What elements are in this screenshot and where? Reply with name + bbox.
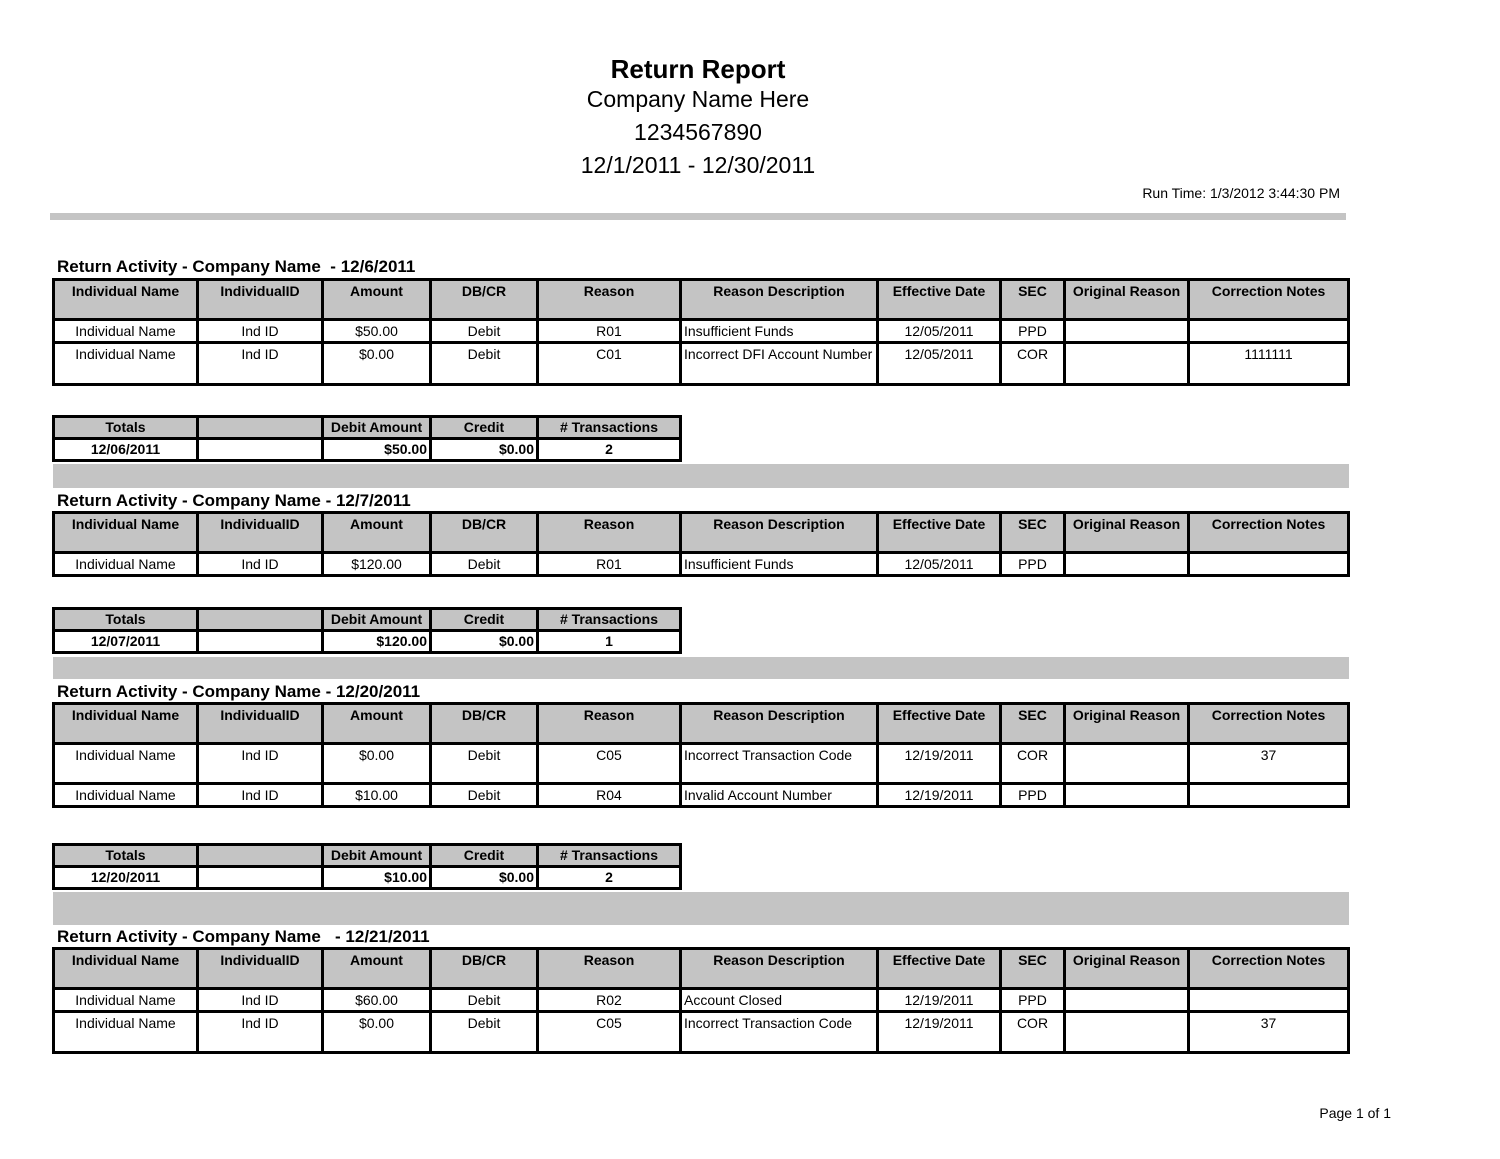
column-header: DB/CR [431, 704, 538, 744]
table-cell: 37 [1189, 744, 1349, 784]
column-header: IndividualID [198, 949, 323, 989]
table-row [54, 553, 1349, 576]
table-cell: $50.00 [323, 320, 431, 343]
table-cell: $120.00 [323, 553, 431, 576]
column-header: Individual Name [54, 949, 198, 989]
column-header: Correction Notes [1189, 949, 1349, 989]
table-row [54, 784, 1349, 807]
table-cell: Debit [431, 320, 538, 343]
column-header: IndividualID [198, 704, 323, 744]
company-name: Company Name Here [586, 86, 810, 112]
totals-column-header: Totals [54, 609, 198, 631]
totals-cell: $10.00 [323, 867, 431, 889]
table-cell: Ind ID [198, 343, 323, 385]
table-cell [1189, 989, 1349, 1012]
table-cell: Debit [431, 784, 538, 807]
table-cell [1065, 784, 1189, 807]
table-cell: 12/19/2011 [878, 784, 1001, 807]
column-header: Original Reason [1065, 513, 1189, 553]
totals-cell: $0.00 [431, 867, 538, 889]
table-cell: $0.00 [323, 343, 431, 385]
table-cell: Invalid Account Number [681, 784, 878, 807]
totals-cell: 12/07/2011 [54, 631, 198, 653]
run-time: Run Time: 1/3/2012 3:44:30 PM [1142, 185, 1340, 201]
table-row [54, 989, 1349, 1012]
table-cell: Individual Name [54, 320, 198, 343]
totals-table [52, 607, 682, 654]
table-cell: 12/05/2011 [878, 553, 1001, 576]
table-cell: C05 [538, 1012, 681, 1053]
return-activity-table [52, 278, 1350, 386]
table-cell: COR [1001, 1012, 1065, 1053]
column-header: Effective Date [878, 949, 1001, 989]
column-header: DB/CR [431, 280, 538, 320]
table-cell: $0.00 [323, 1012, 431, 1053]
table-cell [1065, 989, 1189, 1012]
table-cell: 37 [1189, 1012, 1349, 1053]
section-title: Return Activity - Company Name - 12/20/2011 [57, 682, 421, 701]
totals-cell: 12/06/2011 [54, 439, 198, 461]
section-separator [53, 464, 1349, 488]
table-cell: $10.00 [323, 784, 431, 807]
totals-column-header: Credit [431, 609, 538, 631]
column-header: Original Reason [1065, 949, 1189, 989]
table-row [54, 1012, 1349, 1053]
table-cell: R02 [538, 989, 681, 1012]
table-cell [1189, 553, 1349, 576]
table-cell: 12/19/2011 [878, 744, 1001, 784]
section-separator [53, 892, 1349, 925]
totals-column-header: # Transactions [538, 845, 681, 867]
totals-column-header: # Transactions [538, 609, 681, 631]
table-cell: Incorrect DFI Account Number [681, 343, 878, 385]
table-cell: $60.00 [323, 989, 431, 1012]
table-cell: 1111111 [1189, 343, 1349, 385]
totals-table [52, 843, 682, 890]
totals-cell [198, 439, 323, 461]
section-title: Return Activity - Company Name - 12/6/2011 [57, 257, 416, 276]
section-title: Return Activity - Company Name - 12/21/2011 [57, 927, 430, 946]
section-title: Return Activity - Company Name - 12/7/2011 [57, 491, 411, 510]
totals-header-row [54, 845, 681, 867]
table-cell [1065, 553, 1189, 576]
table-cell [1065, 1012, 1189, 1053]
column-header: DB/CR [431, 949, 538, 989]
table-cell [1189, 320, 1349, 343]
table-cell: Debit [431, 1012, 538, 1053]
totals-row [54, 867, 681, 889]
column-header: DB/CR [431, 513, 538, 553]
totals-cell [198, 631, 323, 653]
table-cell: COR [1001, 744, 1065, 784]
totals-cell [198, 867, 323, 889]
table-cell: 12/05/2011 [878, 343, 1001, 385]
column-header: Effective Date [878, 704, 1001, 744]
table-cell [1065, 744, 1189, 784]
table-cell: Individual Name [54, 744, 198, 784]
column-header: Reason [538, 949, 681, 989]
totals-column-header: Debit Amount [323, 609, 431, 631]
totals-column-header [198, 845, 323, 867]
column-header: Original Reason [1065, 280, 1189, 320]
table-cell: Account Closed [681, 989, 878, 1012]
table-cell: Debit [431, 744, 538, 784]
table-cell: Individual Name [54, 1012, 198, 1053]
totals-column-header [198, 417, 323, 439]
totals-column-header: Credit [431, 845, 538, 867]
table-cell: Ind ID [198, 553, 323, 576]
totals-column-header: Debit Amount [323, 417, 431, 439]
totals-cell: $0.00 [431, 439, 538, 461]
table-cell: Individual Name [54, 553, 198, 576]
table-cell: Debit [431, 343, 538, 385]
table-header-row [54, 704, 1349, 744]
column-header: Amount [323, 280, 431, 320]
column-header: Reason [538, 704, 681, 744]
totals-header-row [54, 609, 681, 631]
table-cell: R01 [538, 320, 681, 343]
table-cell: 12/05/2011 [878, 320, 1001, 343]
column-header: IndividualID [198, 513, 323, 553]
return-activity-table [52, 511, 1350, 577]
column-header: SEC [1001, 704, 1065, 744]
totals-column-header: Credit [431, 417, 538, 439]
totals-cell: 12/20/2011 [54, 867, 198, 889]
date-range: 12/1/2011 - 12/30/2011 [580, 152, 816, 178]
totals-row [54, 631, 681, 653]
column-header: Reason Description [681, 949, 878, 989]
column-header: Correction Notes [1189, 280, 1349, 320]
table-cell: C05 [538, 744, 681, 784]
column-header: Original Reason [1065, 704, 1189, 744]
table-cell: PPD [1001, 553, 1065, 576]
column-header: IndividualID [198, 280, 323, 320]
totals-cell: 2 [538, 867, 681, 889]
table-cell: Incorrect Transaction Code [681, 1012, 878, 1053]
column-header: SEC [1001, 513, 1065, 553]
return-activity-table [52, 947, 1350, 1054]
table-header-row [54, 513, 1349, 553]
table-cell: Debit [431, 553, 538, 576]
table-cell: Debit [431, 989, 538, 1012]
totals-column-header: # Transactions [538, 417, 681, 439]
table-cell: R01 [538, 553, 681, 576]
table-cell: Individual Name [54, 343, 198, 385]
header-divider [50, 213, 1346, 220]
column-header: Effective Date [878, 513, 1001, 553]
totals-column-header: Debit Amount [323, 845, 431, 867]
table-row [54, 744, 1349, 784]
table-cell: Ind ID [198, 320, 323, 343]
account-number: 1234567890 [634, 119, 762, 145]
totals-table [52, 415, 682, 462]
table-cell: Individual Name [54, 989, 198, 1012]
totals-cell: $50.00 [323, 439, 431, 461]
column-header: Amount [323, 704, 431, 744]
totals-cell: $120.00 [323, 631, 431, 653]
totals-row [54, 439, 681, 461]
table-cell: Ind ID [198, 744, 323, 784]
table-cell [1065, 320, 1189, 343]
table-cell: PPD [1001, 320, 1065, 343]
table-cell: 12/19/2011 [878, 1012, 1001, 1053]
table-cell: $0.00 [323, 744, 431, 784]
column-header: Individual Name [54, 704, 198, 744]
column-header: Reason [538, 513, 681, 553]
table-cell: Insufficient Funds [681, 553, 878, 576]
totals-cell: 2 [538, 439, 681, 461]
table-cell: Ind ID [198, 1012, 323, 1053]
table-cell: C01 [538, 343, 681, 385]
totals-cell: 1 [538, 631, 681, 653]
table-cell: Incorrect Transaction Code [681, 744, 878, 784]
table-header-row [54, 949, 1349, 989]
totals-header-row [54, 417, 681, 439]
column-header: Amount [323, 949, 431, 989]
table-cell [1065, 343, 1189, 385]
column-header: Correction Notes [1189, 704, 1349, 744]
totals-column-header [198, 609, 323, 631]
table-cell: PPD [1001, 989, 1065, 1012]
totals-cell: $0.00 [431, 631, 538, 653]
table-cell: R04 [538, 784, 681, 807]
column-header: Reason [538, 280, 681, 320]
column-header: SEC [1001, 949, 1065, 989]
column-header: Amount [323, 513, 431, 553]
table-cell: Ind ID [198, 784, 323, 807]
section-separator [53, 657, 1349, 679]
totals-column-header: Totals [54, 845, 198, 867]
totals-column-header: Totals [54, 417, 198, 439]
table-cell [1189, 784, 1349, 807]
column-header: Effective Date [878, 280, 1001, 320]
column-header: Individual Name [54, 513, 198, 553]
table-cell: PPD [1001, 784, 1065, 807]
table-row [54, 320, 1349, 343]
column-header: Reason Description [681, 513, 878, 553]
column-header: Correction Notes [1189, 513, 1349, 553]
return-activity-table [52, 702, 1350, 808]
table-row [54, 343, 1349, 385]
table-cell: COR [1001, 343, 1065, 385]
column-header: Reason Description [681, 280, 878, 320]
column-header: Reason Description [681, 704, 878, 744]
table-cell: Insufficient Funds [681, 320, 878, 343]
table-header-row [54, 280, 1349, 320]
table-cell: 12/19/2011 [878, 989, 1001, 1012]
page-number: Page 1 of 1 [1319, 1105, 1391, 1121]
table-cell: Individual Name [54, 784, 198, 807]
column-header: SEC [1001, 280, 1065, 320]
report-title: Return Report [610, 54, 786, 84]
column-header: Individual Name [54, 280, 198, 320]
table-cell: Ind ID [198, 989, 323, 1012]
